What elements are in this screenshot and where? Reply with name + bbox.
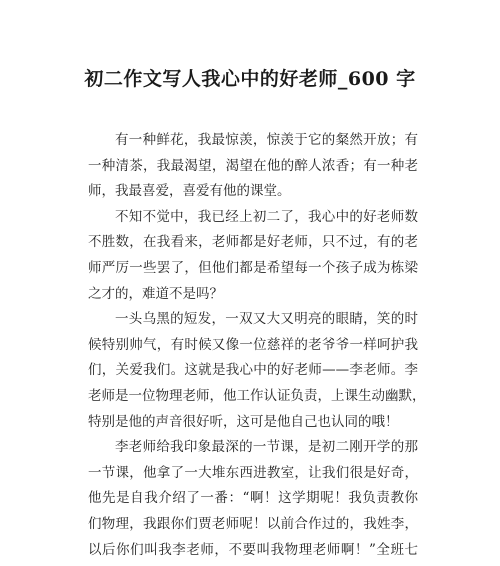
paragraph-line: 不知不觉中，我已经上初二了，我心中的好老师数 (115, 208, 418, 225)
paragraph-line: 有一种鲜花，我最惊羡，惊羡于它的粲然开放；有 (115, 132, 418, 148)
paragraph-line: 师，我最喜爱，喜爱有他的课堂。 (88, 183, 291, 200)
paragraph-line: 以后你们叫我李老师，不要叫我物理老师啊！”全班七 (88, 541, 418, 558)
paragraph-line: 一头乌黑的短发，一双又大又明亮的眼睛，笑的时 (115, 311, 418, 328)
paragraph-line: 之才的，难道不是吗？ (88, 285, 223, 302)
paragraph (88, 205, 418, 307)
paragraph-line: 一节课，他拿了一大堆东西进教室，让我们很是好奇， (88, 464, 418, 481)
paragraph-line: 不胜数，在我看来，老师都是好老师，只不过，有的老 (88, 234, 418, 251)
paragraph (88, 128, 418, 205)
paragraph-line: 特别是他的声音很好听，这可是他自己也认同的哦！ (88, 413, 399, 430)
paragraph-line: 他先是自我介绍了一番：“啊！这学期呢！我负责教你 (88, 490, 418, 507)
page-title: 初二作文写人我心中的好老师_600 字 (84, 68, 416, 90)
paragraph-line: 师严厉一些罢了，但他们都是希望每一个孩子成为栋梁 (88, 259, 418, 276)
article-body (88, 128, 426, 563)
paragraph-line: 老师是一位物理老师，他工作认证负责，上课生动幽默， (88, 387, 426, 404)
paragraph (88, 307, 426, 435)
paragraph-line: 李老师给我印象最深的一节课，是初二刚开学的那 (115, 439, 418, 456)
paragraph-line: 候特别帅气，有时候又像一位慈祥的老爷爷一样呵护我 (88, 336, 418, 353)
paragraph-line: 一种清茶，我最渴望，渴望在他的醉人浓香；有一种老 (88, 157, 418, 174)
paragraph-line: 们，关爱我们。这就是我心中的好老师——李老师。李 (88, 362, 418, 379)
paragraph (88, 435, 418, 563)
paragraph-line: 们物理，我跟你们贾老师呢！以前合作过的，我姓李， (88, 515, 418, 532)
